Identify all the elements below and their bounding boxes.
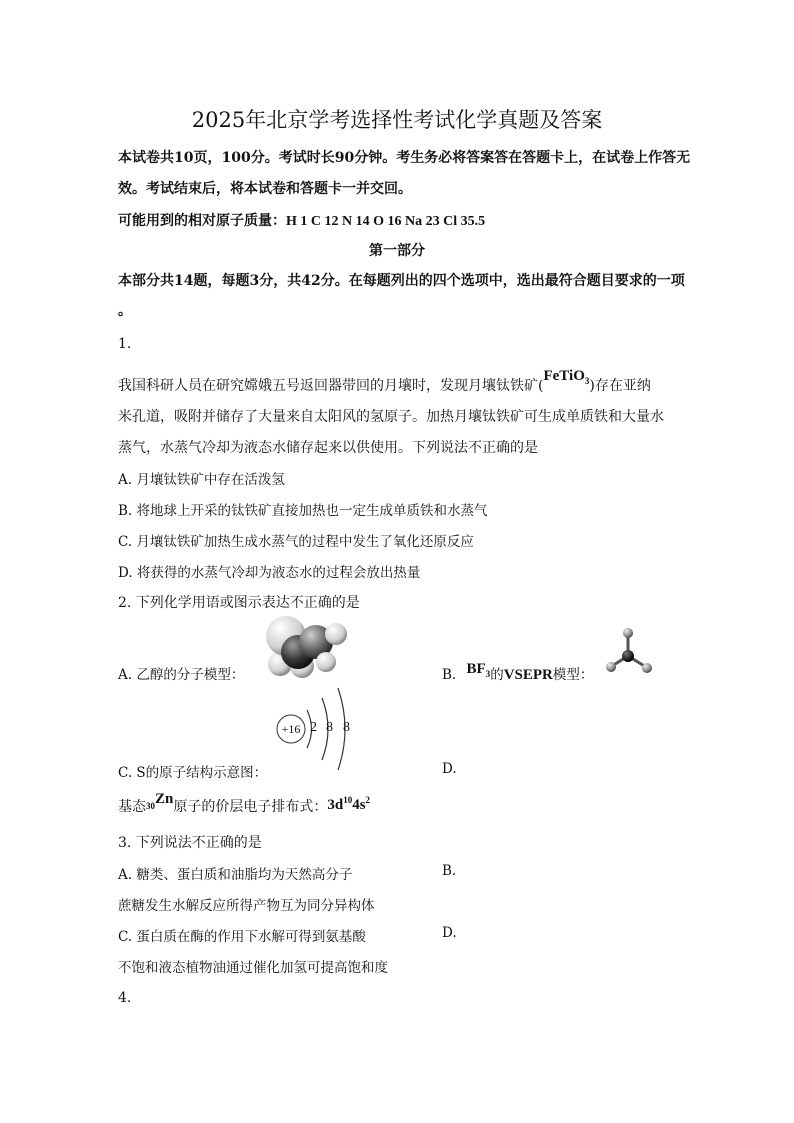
q1-formula-sub: 3 [584,376,590,386]
bf3-sub: 3 [485,669,491,679]
q1-text-1a: 我国科研人员在研究嫦娥五号返回器带回的月壤时，发现月壤钛铁矿( [118,378,544,394]
h-atom-sphere [325,623,347,645]
f-atom-ball [642,663,652,673]
q2-option-d-post: 原子的价层电子排布式： [173,799,328,815]
shell-count-3: 8 [343,720,350,735]
section-desc-line-1: 本部分共14题，每题3分，共42分。在每题列出的四个选项中，选出最符合题目要求的一项 [118,273,685,289]
page-title: 2025年北京学考选择性考试化学真题及答案 [191,108,603,132]
q2-option-d-pre: 基态 [118,799,146,815]
q2-option-b-letter: B. [442,667,457,683]
ethanol-model-image [250,612,350,678]
q1-option-a: A. 月壤钛铁矿中存在活泼氢 [118,472,285,488]
q2-option-a: A. 乙醇的分子模型： [118,667,245,683]
h-atom-sphere [316,652,336,672]
q1-option-d: D. 将获得的水蒸气冷却为液态水的过程会放出热量 [118,565,421,581]
q3-option-d-letter: D. [442,925,457,941]
q2-option-b [442,663,593,685]
q2-option-d-letter: D. [442,761,457,777]
bf3-main: BF [466,661,486,677]
q3-option-b: 蔗糖发生水解反应所得产物互为同分异构体 [118,898,375,914]
shell-count-1: 2 [310,720,317,735]
q4-number: 4. [118,990,132,1006]
zn-symbol: Zn [155,791,174,807]
q1-text-1b: )存在亚纳 [589,378,651,394]
q1-formula [543,368,589,384]
q3-option-b-letter: B. [442,863,457,879]
bf3-vsepr-model-image [604,626,656,676]
q1-text-line-2: 米孔道，吸附并储存了大量来自太阳风的氢原子。加热月壤钛铁矿可生成单质铁和大量水 [118,409,664,425]
atomic-mass-label-text: 可能用到的相对原子质量： [118,213,286,229]
q1-option-c: C. 月壤钛铁矿加热生成水蒸气的过程中发生了氧化还原反应 [118,534,474,550]
f-atom-ball [606,662,616,672]
q3-stem: 3. 下列说法不正确的是 [118,835,262,851]
q3-option-c: C. 蛋白质在酶的作用下水解可得到氨基酸 [118,929,366,945]
q2-option-c: C. S的原子结构示意图： [118,765,268,781]
config-3d-sup: 10 [343,795,353,805]
q1-number: 1. [118,336,132,352]
atomic-mass-values: H 1 C 12 N 14 O 16 Na 23 Cl 35.5 [286,214,486,229]
q2-stem: 2. 下列化学用语或图示表达不正确的是 [118,595,360,611]
zn-electron-config [327,797,370,813]
sulfur-atom-structure-diagram [272,682,362,772]
vsepr-label: VSEPR [503,667,553,683]
q3-option-d: 不饱和液态植物油通过催化加氢可提高饱和度 [118,960,388,976]
section-desc-line-2: 。 [118,303,132,319]
config-4s: 4s [352,797,366,813]
section-title: 第一部分 [369,243,425,259]
shell-count-2: 8 [326,720,333,735]
bf3-formula [467,661,491,677]
q1-option-b: B. 将地球上开采的钛铁矿直接加热也一定生成单质铁和水蒸气 [118,503,488,519]
q2-option-b-model: 模型： [552,667,594,683]
f-atom-ball [623,628,633,638]
intro-line-2: 效。考试结束后，将本试卷和答题卡一并交回。 [118,181,412,197]
nucleus-charge: +16 [281,722,301,736]
config-3d: 3d [327,797,344,813]
q2-option-b-de: 的 [490,667,504,683]
q1-text-line-3: 蒸气，水蒸气冷却为液态水储存起来以供使用。下列说法不正确的是 [118,440,538,456]
q2-option-d [118,791,371,816]
config-4s-sup: 2 [365,795,371,805]
intro-line-1: 本试卷共10页，100分。考试时长90分钟。考生务必将答案答在答题卡上，在试卷上作答无 [118,150,691,166]
atomic-mass-label [118,210,485,230]
q1-text-line-1 [118,368,651,396]
q1-formula-main: FeTiO [543,368,585,384]
zn-atomic-number: 30 [146,801,155,811]
q3-option-a: A. 糖类、蛋白质和油脂均为天然高分子 [118,867,353,883]
b-atom-ball [622,650,634,662]
